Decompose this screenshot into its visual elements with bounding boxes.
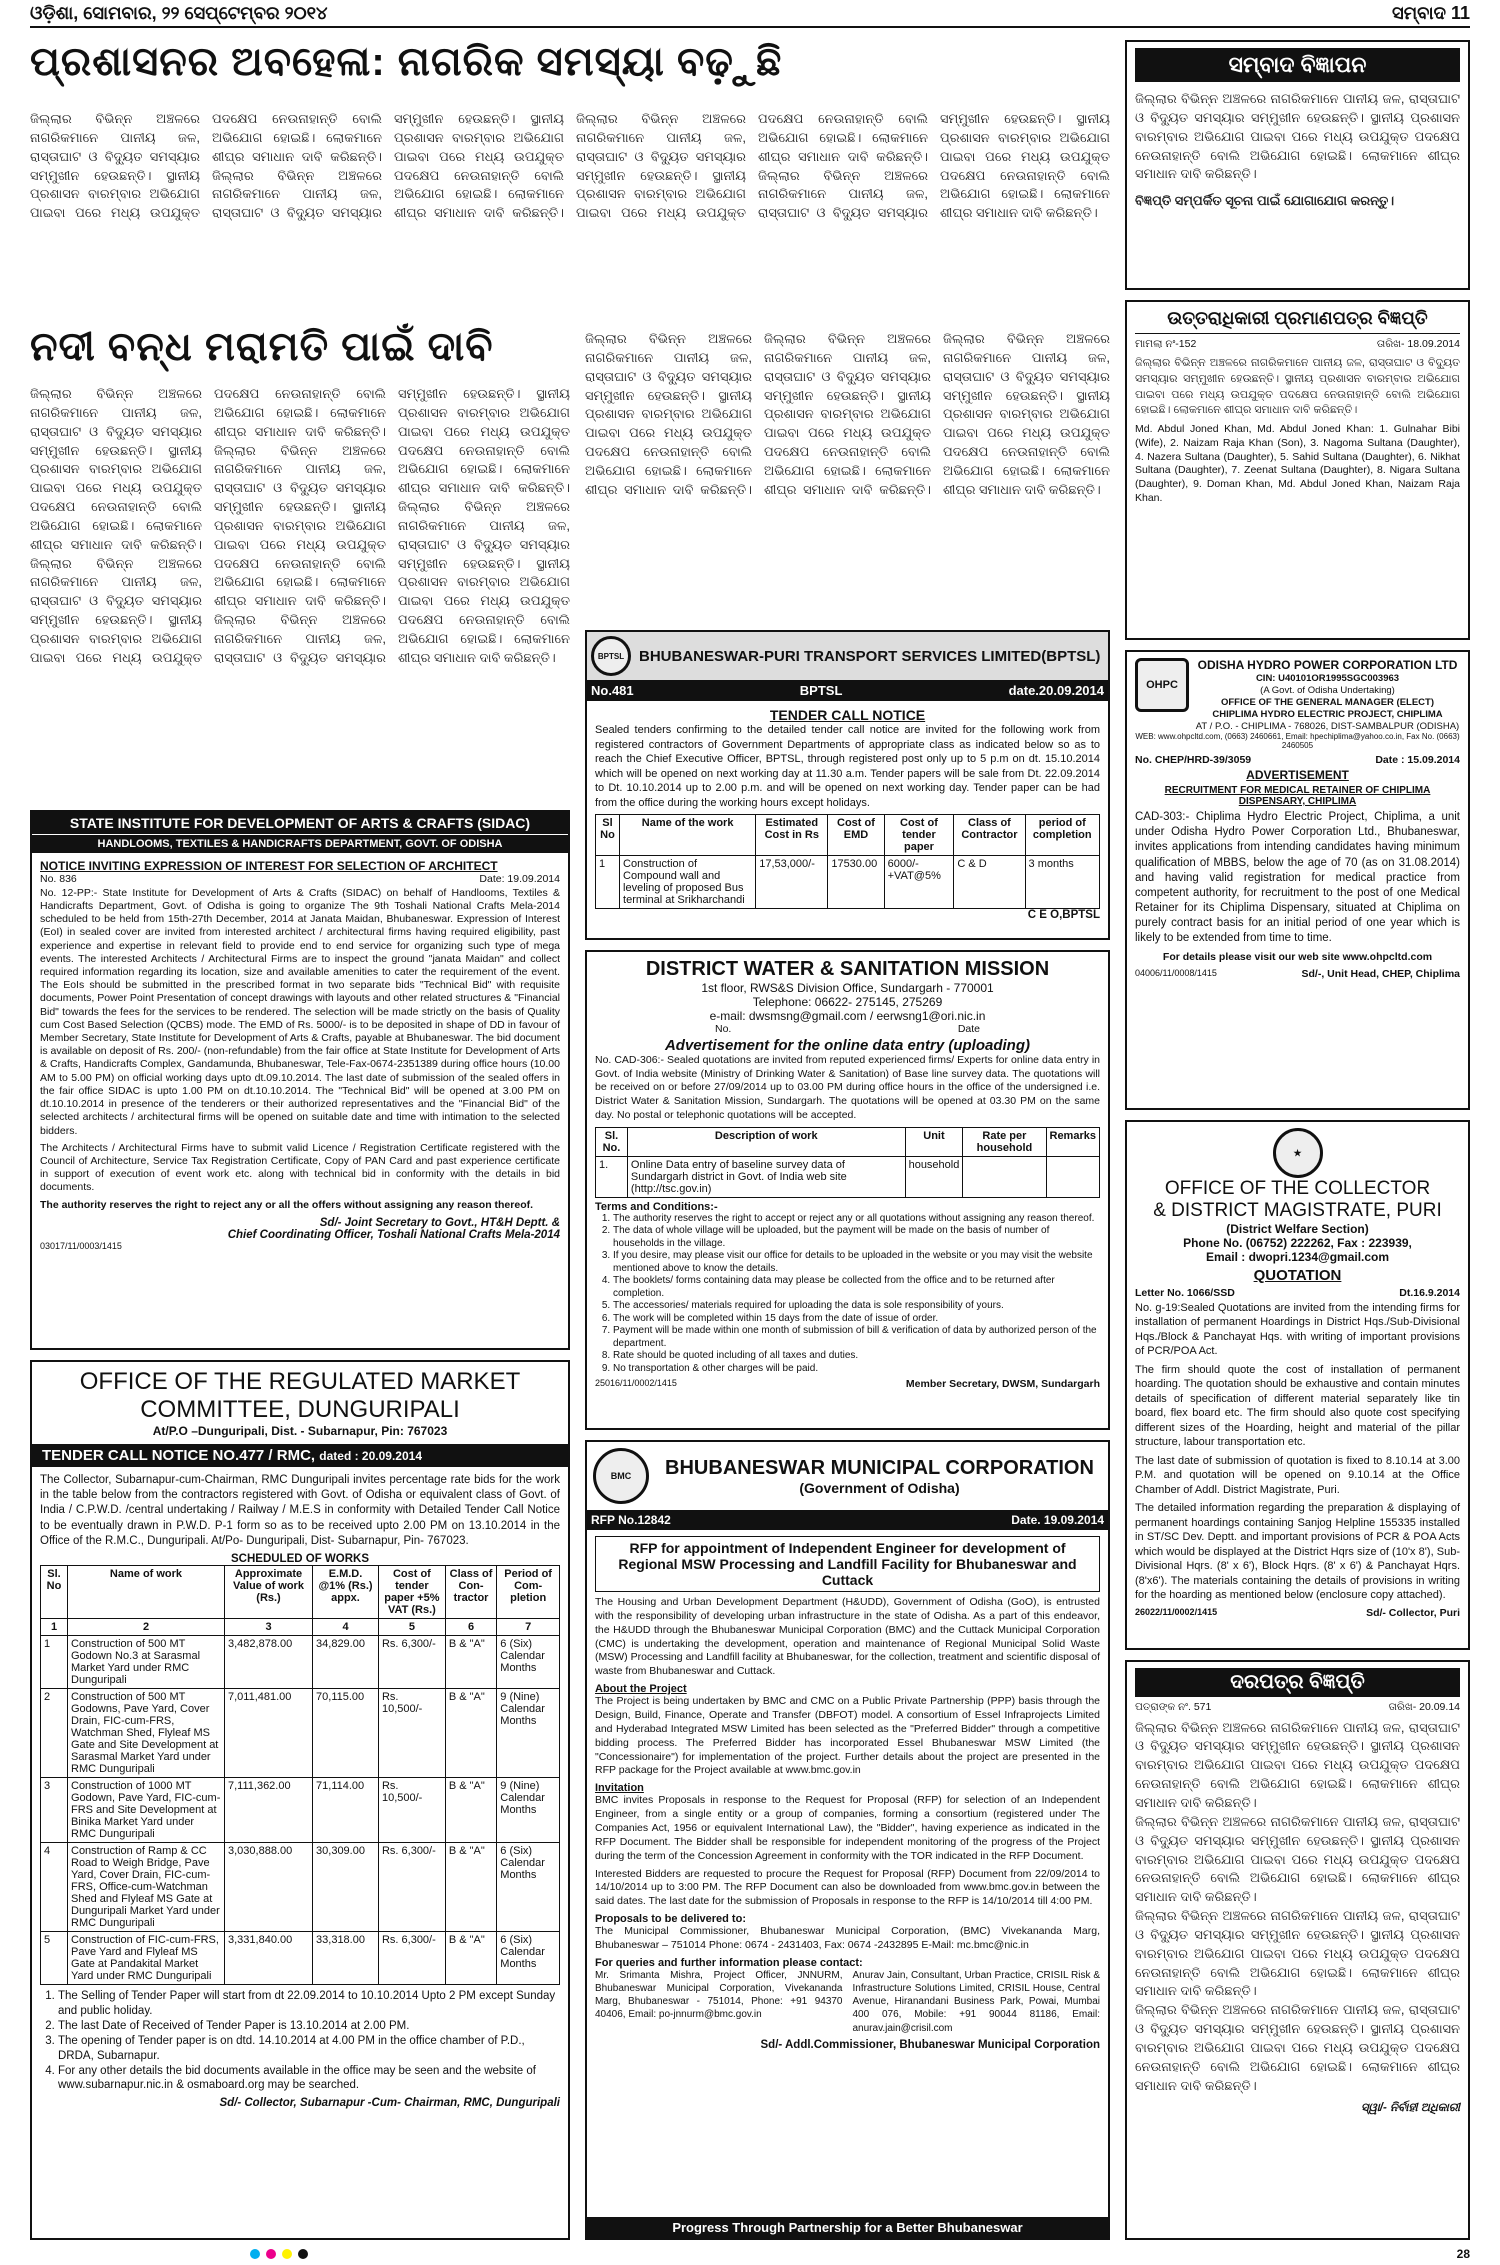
news-article-2: ଜିଲ୍ଲାର ବିଭିନ୍ନ ଅଞ୍ଚଳରେ ନାଗରିକମାନେ ପାନୀୟ ଜଳ, ରାସ୍ତାଘାଟ ଓ ବିଦ୍ୟୁତ ସମସ୍ୟାର ସମ୍ମୁଖୀନ ହେଉଛନ୍ତି। ସ୍ଥାନୀୟ ପ୍ରଶାସନ ବାରମ୍ବାର ଅଭିଯୋଗ ପାଇବା ପରେ ମଧ୍ୟ ଉପଯୁକ୍ତ ପଦକ୍ଷେପ ନେଉନାହାନ୍ତି ବୋଲି ଅଭିଯୋଗ ହୋଇଛି। ଲୋକମାନେ ଶୀଘ୍ର ସମାଧାନ ଦାବି କରିଛନ୍ତି। ଜିଲ୍ଲାର ବିଭିନ୍ନ ଅଞ୍ଚଳରେ ନାଗରିକମାନେ ପାନୀୟ ଜଳ, ରାସ୍ତାଘାଟ ଓ ବିଦ୍ୟୁତ ସମସ୍ୟାର ସମ୍ମୁଖୀନ ହେଉଛନ୍ତି। ସ୍ଥାନୀୟ ପ୍ରଶାସନ ବାରମ୍ବାର ଅଭିଯୋଗ ପାଇବା ପରେ ମଧ୍ୟ ଉପଯୁକ୍ତ ପଦକ୍ଷେପ ନେଉନାହାନ୍ତି ବୋଲି ଅଭିଯୋଗ ହୋଇଛି। ଲୋକମାନେ ଶୀଘ୍ର ସମାଧାନ ଦାବି କରିଛନ୍ତି। ଜିଲ୍ଲାର ବିଭିନ୍ନ ଅଞ୍ଚଳରେ ନାଗରିକମାନେ ପାନୀୟ ଜଳ, ରାସ୍ତାଘାଟ ଓ ବିଦ୍ୟୁତ ସମସ୍ୟାର ସମ୍ମୁଖୀନ ହେଉଛନ୍ତି। ସ୍ଥାନୀୟ ପ୍ରଶାସନ ବାରମ୍ବାର ଅଭିଯୋଗ ପାଇବା ପରେ ମଧ୍ୟ ଉପଯୁକ୍ତ ପଦକ୍ଷେପ ନେଉନାହାନ୍ତି ବୋଲି ଅଭିଯୋଗ ହୋଇଛି। ଲୋକମାନେ ଶୀଘ୍ର ସମାଧାନ ଦାବି କରିଛନ୍ତି। ଜିଲ୍ଲାର ବିଭିନ୍ନ ଅଞ୍ଚଳରେ ନାଗରିକମାନେ ପାନୀୟ ଜଳ, ରାସ୍ତାଘାଟ ଓ ବିଦ୍ୟୁତ ସମସ୍ୟାର ସମ୍ମୁଖୀନ ହେଉଛନ୍ତି। ସ୍ଥାନୀୟ ପ୍ରଶାସନ ବାରମ୍ବାର ଅଭିଯୋଗ ପାଇବା ପରେ ମଧ୍ୟ ଉପଯୁକ୍ତ ପଦକ୍ଷେପ ନେଉନାହାନ୍ତି ବୋଲି ଅଭିଯୋଗ ହୋଇଛି। ଲୋକମାନେ ଶୀଘ୍ର ସମାଧାନ ଦାବି କରିଛନ୍ତି। ଜିଲ୍ଲାର ବିଭିନ୍ନ ଅଞ୍ଚଳରେ ନାଗରିକମାନେ ପାନୀୟ ଜଳ, ରାସ୍ତାଘାଟ ଓ ବିଦ୍ୟୁତ ସମସ୍ୟାର ସମ୍ମୁଖୀନ ହେଉଛନ୍ତି। ସ୍ଥାନୀୟ ପ୍ରଶାସନ ବାରମ୍ବାର ଅଭିଯୋଗ ପାଇବା ପରେ ମଧ୍ୟ ଉପଯୁକ୍ତ ପଦକ୍ଷେପ ନେଉନାହାନ୍ତି ବୋଲି ଅଭିଯୋଗ ହୋଇଛି। ଲୋକମାନେ ଶୀଘ୍ର ସମାଧାନ ଦାବି କରିଛନ୍ତି। <box>30 386 570 665</box>
dwsm-table: Sl. No. Description of work Unit Rate per household Remarks 1. Online Data entry of baseline survey data of Sundargarh district in Govt. of India web site (http://tsc.gov.in) household <box>595 1127 1100 1198</box>
headline-1: ପ୍ରଶାସନର ଅବହେଳା: ନାଗରିକ ସମସ୍ୟା ବଢ଼ୁଛି <box>30 40 783 84</box>
news-article-3: ଜିଲ୍ଲାର ବିଭିନ୍ନ ଅଞ୍ଚଳରେ ନାଗରିକମାନେ ପାନୀୟ ଜଳ, ରାସ୍ତାଘାଟ ଓ ବିଦ୍ୟୁତ ସମସ୍ୟାର ସମ୍ମୁଖୀନ ହେଉଛନ୍ତି। ସ୍ଥାନୀୟ ପ୍ରଶାସନ ବାରମ୍ବାର ଅଭିଯୋଗ ପାଇବା ପରେ ମଧ୍ୟ ଉପଯୁକ୍ତ ପଦକ୍ଷେପ ନେଉନାହାନ୍ତି ବୋଲି ଅଭିଯୋଗ ହୋଇଛି। ଲୋକମାନେ ଶୀଘ୍ର ସମାଧାନ ଦାବି କରିଛନ୍ତି। ଜିଲ୍ଲାର ବିଭିନ୍ନ ଅଞ୍ଚଳରେ ନାଗରିକମାନେ ପାନୀୟ ଜଳ, ରାସ୍ତାଘାଟ ଓ ବିଦ୍ୟୁତ ସମସ୍ୟାର ସମ୍ମୁଖୀନ ହେଉଛନ୍ତି। ସ୍ଥାନୀୟ ପ୍ରଶାସନ ବାରମ୍ବାର ଅଭିଯୋଗ ପାଇବା ପରେ ମଧ୍ୟ ଉପଯୁକ୍ତ ପଦକ୍ଷେପ ନେଉନାହାନ୍ତି ବୋଲି ଅଭିଯୋଗ ହୋଇଛି। ଲୋକମାନେ ଶୀଘ୍ର ସମାଧାନ ଦାବି କରିଛନ୍ତି। ଜିଲ୍ଲାର ବିଭିନ୍ନ ଅଞ୍ଚଳରେ ନାଗରିକମାନେ ପାନୀୟ ଜଳ, ରାସ୍ତାଘାଟ ଓ ବିଦ୍ୟୁତ ସମସ୍ୟାର ସମ୍ମୁଖୀନ ହେଉଛନ୍ତି। ସ୍ଥାନୀୟ ପ୍ରଶାସନ ବାରମ୍ବାର ଅଭିଯୋଗ ପାଇବା ପରେ ମଧ୍ୟ ଉପଯୁକ୍ତ ପଦକ୍ଷେପ ନେଉନାହାନ୍ତି ବୋଲି ଅଭିଯୋଗ ହୋଇଛି। ଲୋକମାନେ ଶୀଘ୍ର ସମାଧାନ ଦାବି କରିଛନ୍ତି। <box>585 331 1110 497</box>
emblem-icon: ★ <box>1273 1128 1323 1178</box>
bptsl-table: Sl No Name of the work Estimated Cost in Rs Cost of EMD Cost of tender paper Class of Contractor period of completion 1 Construction of Compound wall and leveling of proposed Bus terminal at Srikharchandi 17,53,000/- 17530.00 6000/- +VAT@5% C & D 3 months <box>595 814 1100 909</box>
registration-mark <box>298 2249 308 2259</box>
odia-ad-title: ସମ୍ବାଦ ବିଜ୍ଞାପନ <box>1135 48 1460 82</box>
table-row: 4 Construction of Ramp & CC Road to Weigh Bridge, Pave Yard, Cover Drain, FIC-cum-FRS, Office-cum-Watchman Shed and Flyleaf MS Gate at Dunguripali Market Yard under RMC Dunguripali 3,030,888.00 30,309.00 Rs. 6,300/- B & "A" 6 (Six) Calendar Months <box>41 1842 560 1931</box>
registration-mark <box>266 2249 276 2259</box>
news-article-1: ଜିଲ୍ଲାର ବିଭିନ୍ନ ଅଞ୍ଚଳରେ ନାଗରିକମାନେ ପାନୀୟ ଜଳ, ରାସ୍ତାଘାଟ ଓ ବିଦ୍ୟୁତ ସମସ୍ୟାର ସମ୍ମୁଖୀନ ହେଉଛନ୍ତି। ସ୍ଥାନୀୟ ପ୍ରଶାସନ ବାରମ୍ବାର ଅଭିଯୋଗ ପାଇବା ପରେ ମଧ୍ୟ ଉପଯୁକ୍ତ ପଦକ୍ଷେପ ନେଉନାହାନ୍ତି ବୋଲି ଅଭିଯୋଗ ହୋଇଛି। ଲୋକମାନେ ଶୀଘ୍ର ସମାଧାନ ଦାବି କରିଛନ୍ତି। ଜିଲ୍ଲାର ବିଭିନ୍ନ ଅଞ୍ଚଳରେ ନାଗରିକମାନେ ପାନୀୟ ଜଳ, ରାସ୍ତାଘାଟ ଓ ବିଦ୍ୟୁତ ସମସ୍ୟାର ସମ୍ମୁଖୀନ ହେଉଛନ୍ତି। ସ୍ଥାନୀୟ ପ୍ରଶାସନ ବାରମ୍ବାର ଅଭିଯୋଗ ପାଇବା ପରେ ମଧ୍ୟ ଉପଯୁକ୍ତ ପଦକ୍ଷେପ ନେଉନାହାନ୍ତି ବୋଲି ଅଭିଯୋଗ ହୋଇଛି। ଲୋକମାନେ ଶୀଘ୍ର ସମାଧାନ ଦାବି କରିଛନ୍ତି। ଜିଲ୍ଲାର ବିଭିନ୍ନ ଅଞ୍ଚଳରେ ନାଗରିକମାନେ ପାନୀୟ ଜଳ, ରାସ୍ତାଘାଟ ଓ ବିଦ୍ୟୁତ ସମସ୍ୟାର ସମ୍ମୁଖୀନ ହେଉଛନ୍ତି। ସ୍ଥାନୀୟ ପ୍ରଶାସନ ବାରମ୍ବାର ଅଭିଯୋଗ ପାଇବା ପରେ ମଧ୍ୟ ଉପଯୁକ୍ତ ପଦକ୍ଷେପ ନେଉନାହାନ୍ତି ବୋଲି ଅଭିଯୋଗ ହୋଇଛି। ଲୋକମାନେ ଶୀଘ୍ର ସମାଧାନ ଦାବି କରିଛନ୍ତି। ଜିଲ୍ଲାର ବିଭିନ୍ନ ଅଞ୍ଚଳରେ ନାଗରିକମାନେ ପାନୀୟ ଜଳ, ରାସ୍ତାଘାଟ ଓ ବିଦ୍ୟୁତ ସମସ୍ୟାର ସମ୍ମୁଖୀନ ହେଉଛନ୍ତି। ସ୍ଥାନୀୟ ପ୍ରଶାସନ ବାରମ୍ବାର ଅଭିଯୋଗ ପାଇବା ପରେ ମଧ୍ୟ ଉପଯୁକ୍ତ ପଦକ୍ଷେପ ନେଉନାହାନ୍ତି ବୋଲି ଅଭିଯୋଗ ହୋଇଛି। ଲୋକମାନେ ଶୀଘ୍ର ସମାଧାନ ଦାବି କରିଛନ୍ତି। <box>30 111 1110 221</box>
rmc-notes-list: 1. The Selling of Tender Paper will start from dt 22.09.2014 to 10.10.2014 Upto 2 PM except Sunday and public holiday. 2. The last Date of Received of Tender Paper is 13.10.2014 at 2.00 PM. 3. The opening of Tender paper is on dtd. 14.10.2014 at 4.00 PM in the office chamber of P.D., DRDA, Subarnapur. 4. For any other details the bid documents available in the office may be seen and the website of www.subarnapur.nic.in & osmaboard.org may be searched. <box>40 1989 560 2094</box>
registration-mark <box>250 2249 260 2259</box>
page-header <box>30 0 1470 28</box>
odia-tender-notice: ଦରପତ୍ର ବିଜ୍ଞପ୍ତି ପତ୍ରାଙ୍କ ନଂ. 571 ତାରିଖ- 20.09.14 ଜିଲ୍ଲାର ବିଭିନ୍ନ ଅଞ୍ଚଳରେ ନାଗରିକମାନେ ପାନୀୟ ଜଳ, ରାସ୍ତାଘାଟ ଓ ବିଦ୍ୟୁତ ସମସ୍ୟାର ସମ୍ମୁଖୀନ ହେଉଛନ୍ତି। ସ୍ଥାନୀୟ ପ୍ରଶାସନ ବାରମ୍ବାର ଅଭିଯୋଗ ପାଇବା ପରେ ମଧ୍ୟ ଉପଯୁକ୍ତ ପଦକ୍ଷେପ ନେଉନାହାନ୍ତି ବୋଲି ଅଭିଯୋଗ ହୋଇଛି। ଲୋକମାନେ ଶୀଘ୍ର ସମାଧାନ ଦାବି କରିଛନ୍ତି। ଜିଲ୍ଲାର ବିଭିନ୍ନ ଅଞ୍ଚଳରେ ନାଗରିକମାନେ ପାନୀୟ ଜଳ, ରାସ୍ତାଘାଟ ଓ ବିଦ୍ୟୁତ ସମସ୍ୟାର ସମ୍ମୁଖୀନ ହେଉଛନ୍ତି। ସ୍ଥାନୀୟ ପ୍ରଶାସନ ବାରମ୍ବାର ଅଭିଯୋଗ ପାଇବା ପରେ ମଧ୍ୟ ଉପଯୁକ୍ତ ପଦକ୍ଷେପ ନେଉନାହାନ୍ତି ବୋଲି ଅଭିଯୋଗ ହୋଇଛି। ଲୋକମାନେ ଶୀଘ୍ର ସମାଧାନ ଦାବି କରିଛନ୍ତି। ଜିଲ୍ଲାର ବିଭିନ୍ନ ଅଞ୍ଚଳରେ ନାଗରିକମାନେ ପାନୀୟ ଜଳ, ରାସ୍ତାଘାଟ ଓ ବିଦ୍ୟୁତ ସମସ୍ୟାର ସମ୍ମୁଖୀନ ହେଉଛନ୍ତି। ସ୍ଥାନୀୟ ପ୍ରଶାସନ ବାରମ୍ବାର ଅଭିଯୋଗ ପାଇବା ପରେ ମଧ୍ୟ ଉପଯୁକ୍ତ ପଦକ୍ଷେପ ନେଉନାହାନ୍ତି ବୋଲି ଅଭିଯୋଗ ହୋଇଛି। ଲୋକମାନେ ଶୀଘ୍ର ସମାଧାନ ଦାବି କରିଛନ୍ତି। ଜିଲ୍ଲାର ବିଭିନ୍ନ ଅଞ୍ଚଳରେ ନାଗରିକମାନେ ପାନୀୟ ଜଳ, ରାସ୍ତାଘାଟ ଓ ବିଦ୍ୟୁତ ସମସ୍ୟାର ସମ୍ମୁଖୀନ ହେଉଛନ୍ତି। ସ୍ଥାନୀୟ ପ୍ରଶାସନ ବାରମ୍ବାର ଅଭିଯୋଗ ପାଇବା ପରେ ମଧ୍ୟ ଉପଯୁକ୍ତ ପଦକ୍ଷେପ ନେଉନାହାନ୍ତି ବୋଲି ଅଭିଯୋଗ ହୋଇଛି। ଲୋକମାନେ ଶୀଘ୍ର ସମାଧାନ ଦାବି କରିଛନ୍ତି। ସ୍ୱା/- ନିର୍ବାହୀ ଅଧିକାରୀ <box>1125 1660 1470 2240</box>
bmc-logo-icon: BMC <box>593 1448 649 1504</box>
succession-notice: ଉତ୍ତରାଧିକାରୀ ପ୍ରମାଣପତ୍ର ବିଜ୍ଞପ୍ତି ମାମଲା ନଂ-152 ତାରିଖ- 18.09.2014 ଜିଲ୍ଲାର ବିଭିନ୍ନ ଅଞ୍ଚଳରେ ନାଗରିକମାନେ ପାନୀୟ ଜଳ, ରାସ୍ତାଘାଟ ଓ ବିଦ୍ୟୁତ ସମସ୍ୟାର ସମ୍ମୁଖୀନ ହେଉଛନ୍ତି। ସ୍ଥାନୀୟ ପ୍ରଶାସନ ବାରମ୍ବାର ଅଭିଯୋଗ ପାଇବା ପରେ ମଧ୍ୟ ଉପଯୁକ୍ତ ପଦକ୍ଷେପ ନେଉନାହାନ୍ତି ବୋଲି ଅଭିଯୋଗ ହୋଇଛି। ଲୋକମାନେ ଶୀଘ୍ର ସମାଧାନ ଦାବି କରିଛନ୍ତି। Md. Abdul Joned Khan, Md. Abdul Joned Khan: 1. Gulnahar Bibi (Wife), 2. Naizam Raja Khan (Son), 3. Nagoma Sultana (Daughter), 4. Nazera Sultana (Daughter), 5. Sahid Sultana (Daughter), 6. Nikhat Sultana (Daughter), 7. Zeenat Sultana (Daughter), 8. Nigara Sultana (Daughter), 9. Doman Khan, Md. Abdul Joned Khan, Naizam Raja Khan. <box>1125 300 1470 640</box>
bptsl-logo-icon: BPTSL <box>591 636 631 676</box>
table-row: 5 Construction of FIC-cum-FRS, Pave Yard and Flyleaf MS Gate at Pandakital Market Yard under RMC Dunguripali 3,331,840.00 33,318.00 Rs. 6,300/- B & "A" 6 (Six) Calendar Months <box>41 1931 560 1984</box>
dwsm-terms-list: 1. The authority reserves the right to accept or reject any or all quotations without assigning any reason thereof. 2. The data of whole village will be uploaded, but the payment will be made on the basis of number of households in the village. 3. If you desire, may please visit our office for details to be uploaded in the website or you may visit the website mentioned above to know the details. 4. The booklets/ forms containing data may please be collected from the office and to be returned after completion. 5. The accessories/ materials required for uploading the data is sole responsibility of yours. 6. The work will be completed within 15 days from the date of issue of order. 7. Payment will be made within one month of submission of bill & verification of data by authorized person of the department. 8. Rate should be quoted including of all taxes and duties. 9. No transportation & other charges will be paid. <box>595 1213 1100 1376</box>
page-number: 11 <box>1450 2 1470 23</box>
rmc-works-table: Sl. No Name of work Approximate Value of work (Rs.) E.M.D. @1% (Rs.) appx. Cost of tender paper +5% VAT (Rs.) Class of Con-tractor Period of Com-pletion 1 2 3 4 5 6 7 1 Construction of 500 MT Godown No.3 at Sarasmal Market Yard under RMC Dunguripali 3,482,878.00 34,829.00 Rs. 6,300/- B & "A" 6 (Six) Calendar Months 2 Construction of 500 MT Godowns, Pave Yard, Cover Drain, FIC-cum-FRS, Watchman Shed, Flyleaf MS Gate and Site Development at Sarasmal Market Yard under RMC Dunguripali 7,011,481.00 70,115.00 Rs. 10,500/- B & "A" 9 (Nine) Calendar Months 3 Construction of 1000 MT Godown, Pave Yard, FIC-cum-FRS and Site Development at Binika Market Yard under RMC Dunguripali 7,111,362.00 71,114.00 Rs. 10,500/- B & "A" 9 (Nine) Calendar Months 4 Construction of Ramp & CC Road to Weigh Bridge, Pave Yard, Cover Drain, FIC-cum-FRS, Office-cum-Watchman Shed and Flyleaf MS Gate at Dunguripali Market Yard under RMC Dunguripali 3,030,888.00 30,309.00 Rs. 6,300/- B & "A" 6 (Six) Calendar Months 5 Construction of FIC-cum-FRS, Pave Yard and Flyleaf MS Gate at Pandakital Market Yard under RMC Dunguripali 3,331,840.00 33,318.00 Rs. 6,300/- B & "A" 6 (Six) Calendar Months <box>40 1565 560 1985</box>
bptsl-tender-notice: BPTSL BHUBANESWAR-PURI TRANSPORT SERVICES LIMITED(BPTSL) No.481 BPTSL date.20.09.2014 TENDER CALL NOTICE Sealed tenders confirming to the detailed tender call notice are invited for the following work from registered contractors of Government Departments of appropriate class as indicated below so as to reach the Chief Executive Officer, BPTSL, through registered post only up to 5 p.m on dt. 15.10.2014 which will be opened on next working day at 11.30 a.m. Tender papers will be sale from Dt. 22.09.2014 to Dt. 10.10.2014 up to 2.00 p.m. and will be opened on next working day. Tender paper can be had from the office during the working hours except holidays. Sl No Name of the work Estimated Cost in Rs Cost of EMD Cost of tender paper Class of Contractor period of completion 1 Construction of Compound wall and leveling of proposed Bus terminal at Srikharchandi 17,53,000/- 17530.00 6000/- +VAT@5% C & D 3 months C E O,BPTSL <box>585 630 1110 940</box>
registration-mark <box>282 2249 292 2259</box>
table-row: 1. Online Data entry of baseline survey data of Sundargarh district in Govt. of India web site (http://tsc.gov.in) household <box>596 1156 1100 1197</box>
ohpc-advertisement: OHPC ODISHA HYDRO POWER CORPORATION LTD CIN: U40101OR1995SGC003963 (A Govt. of Odisha Undertaking) OFFICE OF THE GENERAL MANAGER (ELECT) CHIPLIMA HYDRO ELECTRIC PROJECT, CHIPLIMA AT / P.O. - CHIPLIMA - 768026, DIST-SAMBALPUR (ODISHA) WEB: www.ohpcltd.com, (0663) 2460661, Email: hpechiplima@yahoo.co.in, Fax No. (0663) 2460505 No. CHEP/HRD-39/3059 Date : 15.09.2014 ADVERTISEMENT RECRUITMENT FOR MEDICAL RETAINER OF CHIPLIMA DISPENSARY, CHIPLIMA CAD-303:- Chiplima Hydro Electric Project, Chiplima, a unit under Odisha Hydro Power Corporation Ltd., Bhubaneswar, invites applications from intending candidates having minimum qualification of MBBS, below the age of 70 (as on 31.08.2014) and having valid registration for medical practice from competent authority, for recruitment to the post of one Medical Retainer for its Chiplima Dispensary, situated at Chiplima on purely contract basis for an initial period of one year which is likely to be extended from time to time. For details please visit our web site www.ohpcltd.com 04006/11/0008/1415 Sd/-, Unit Head, CHEP, Chiplima <box>1125 650 1470 1110</box>
odia-ad-box: ସମ୍ବାଦ ବିଜ୍ଞାପନ ଜିଲ୍ଲାର ବିଭିନ୍ନ ଅଞ୍ଚଳରେ ନାଗରିକମାନେ ପାନୀୟ ଜଳ, ରାସ୍ତାଘାଟ ଓ ବିଦ୍ୟୁତ ସମସ୍ୟାର ସମ୍ମୁଖୀନ ହେଉଛନ୍ତି। ସ୍ଥାନୀୟ ପ୍ରଶାସନ ବାରମ୍ବାର ଅଭିଯୋଗ ପାଇବା ପରେ ମଧ୍ୟ ଉପଯୁକ୍ତ ପଦକ୍ଷେପ ନେଉନାହାନ୍ତି ବୋଲି ଅଭିଯୋଗ ହୋଇଛି। ଲୋକମାନେ ଶୀଘ୍ର ସମାଧାନ ଦାବି କରିଛନ୍ତି। ବିଜ୍ଞପ୍ତି ସମ୍ପର୍କିତ ସୂଚନା ପାଇଁ ଯୋଗାଯୋଗ କରନ୍ତୁ। <box>1125 40 1470 290</box>
header-date: ଓଡ଼ିଶା, ସୋମବାର, ୨୨ ସେପ୍ଟେମ୍ବର ୨୦୧୪ <box>30 2 328 23</box>
collector-puri-quotation: ★ OFFICE OF THE COLLECTOR & DISTRICT MAGISTRATE, PURI (District Welfare Section) Phone No. (06752) 222262, Fax : 223939, Email : dwopri.1234@gmail.com QUOTATION Letter No. 1066/SSD Dt.16.9.2014 No. g-19:Sealed Quotations are invited from the intending firms for installation of permanent Hoardings in District Hqs./Sub-Divisional Hqs./Block & Panchayat Hqs. with writing of important provisions of PCR/POA Act. The firm should quote the cost of installation of permanent hoarding. The quotation should be exhaustive and contain minutes details of specification of different material separately like tin board, flex board etc. The firm should also quote cost specifying different sizes of the Hoarding, height and material of the pillar structure, labour transportation etc. The last date of submission of quotation is fixed to 8.10.14 at 3.00 P.M. and quotation will be opened on 9.10.14 at the Office Chamber of Addl. District Magistrate, Puri. The detailed information regarding the preparation & displaying of permanent hoardings containing Sanjog Helpline 155335 installed in ST/SC Dev. Deptt. and important provisions of PCR & POA Acts which would be displayed at the District Hqrs size of (10'x 8'), Sub-Divisional Hqrs. (8' x 6'), Block Hqrs. (8' x 6') & Panchayat Hqrs. (8'x6'). The materials containing the details of provisions in writing for the hoarding as mentioned below (enclosure copy attached). 26022/11/0002/1415 Sd/- Collector, Puri <box>1125 1120 1470 1650</box>
bmc-rfp-notice: BMC BHUBANESWAR MUNICIPAL CORPORATION (Government of Odisha) RFP No.12842 Date. 19.09.2014 RFP for appointment of Independent Engineer for development of Regional MSW Processing and Landfill Facility for Bhubaneswar and Cuttack The Housing and Urban Development Department (H&UDD), Government of Odisha (GoO), is entrusted with the responsibility of developing urban infrastructure in the state of Odisha. As a part of this endeavor, the H&UDD through the Bhubaneswar Municipal Corporation (BMC) and the Cuttack Municipal Corporation (CMC) is undertaking the development, operation and maintenance of Regional Municipal Solid Waste (MSW) Processing and Landfill facility at Bhubaneswar, for the collection, treatment and scientific disposal of waste from Bhubaneswar and Cuttack. About the Project The Project is being undertaken by BMC and CMC on a Public Private Partnership (PPP) basis through the Design, Build, Finance, Operate and Transfer (DBFOT) model. A consortium of Essel Infraprojects Limited and Hyderabad Integrated MSW Limited has been selected as the "Preferred Bidder" through a competitive bidding process. The Preferred Bidder has incorporated Essel Bhubaneswar MSW Limited (the "Concessionaire") for implementation of the project. Further details about the project are presented in the RFP package for the Project available at www.bmc.gov.in Invitation BMC invites Proposals in response to the Request for Proposal (RFP) for selection of an Independent Engineer, from a single entity or a group of companies, forming a consortium (registered under The Companies Act, 1956 or equivalent International Law), the "Bidder", having experience as indicated in the RFP Document. The Bidder shall be responsible for independent monitoring of the progress of the Project during the term of the Concession Agreement in conformity with the TOR indicated in the RFP Document. Interested Bidders are requested to procure the Request for Proposal (RFP) Document from 22/09/2014 to 14/10/2014 up to 3:00 PM. The RFP Document can also be downloaded from www.bmc.gov.in between the said dates. The last date for the submission of Proposals in response to the RFP is 14/10/2014 till 4:00 PM. Proposals to be delivered to: The Municipal Commissioner, Bhubaneswar Municipal Corporation, (BMC) Vivekananda Marg, Bhubaneswar – 751014 Phone: 0674 - 2431403, Fax: 0674 -2432895 E-Mail: mc.bmc@nic.in For queries and further information please contact: Mr. Srimanta Mishra, Project Officer, JNNURM, Bhubaneswar Municipal Corporation, Vivekananda Marg, Bhubaneswar - 751014, Phone: +91 94370 40406, Email: po-jnnurm@bmc.gov.in Anurav Jain, Consultant, Urban Practice, CRISIL Risk & Infrastructure Solutions Limited, CRISIL House, Central Avenue, Hiranandani Business Park, Powai, Mumbai 400 076, Mobile: +91 90044 81186, Email: anurav.jain@crisil.com Sd/- Addl.Commissioner, Bhubaneswar Municipal Corporation Progress Through Partnership for a Better Bhubaneswar <box>585 1440 1110 2240</box>
dwsm-notice: DISTRICT WATER & SANITATION MISSION 1st floor, RWS&S Division Office, Sundargarh - 770001 Telephone: 06622- 275145, 275269 e-mail: dwsmsng@gmail.com / eerwsng1@ori.nic.in No. Date Advertisement for the online data entry (uploading) No. CAD-306:- Sealed quotations are invited from reputed experienced firms/ Experts for online data entry in Govt. of India website (Ministry of Drinking Water & Sanitation) of Base line survey data. The quotations will be received on or before 27/09/2014 up to 03.00 PM during office hours in the office of the undersigned i.e. District Water & Sanitation Mission, Sundargarh. The quotations will be opened at 03.30 PM on the same day. No postal or telephonic quotations will be accepted. Sl. No. Description of work Unit Rate per household Remarks 1. Online Data entry of baseline survey data of Sundargarh district in Govt. of India web site (http://tsc.gov.in) household Terms and Conditions:- 1. The authority reserves the right to accept or reject any or all quotations without assigning any reason thereof. 2. The data of whole village will be uploaded, but the payment will be made on the basis of number of households in the village. 3. If you desire, may please visit our office for details to be uploaded in the website or you may visit the website mentioned above to know the details. 4. The booklets/ forms containing data may please be collected from the office and to be returned after completion. 5. The accessories/ materials required for uploading the data is sole responsibility of yours. 6. The work will be completed within 15 days from the date of issue of order. 7. Payment will be made within one month of submission of bill & verification of data by authorized person of the department. 8. Rate should be quoted including of all taxes and duties. 9. No transportation & other charges will be paid. 25016/11/0002/1415 Member Secretary, DWSM, Sundargarh <box>585 950 1110 1430</box>
headline-1-block <box>30 40 1110 100</box>
headline-2-block <box>30 325 570 370</box>
table-row: 1 Construction of 500 MT Godown No.3 at Sarasmal Market Yard under RMC Dunguripali 3,482,878.00 34,829.00 Rs. 6,300/- B & "A" 6 (Six) Calendar Months <box>41 1635 560 1688</box>
sidac-notice: STATE INSTITUTE FOR DEVELOPMENT OF ARTS & CRAFTS (SIDAC) HANDLOOMS, TEXTILES & HANDICRAFTS DEPARTMENT, GOVT. OF ODISHA NOTICE INVITING EXPRESSION OF INTEREST FOR SELECTION OF ARCHITECT No. 836 Date: 19.09.2014 No. 12-PP:- State Institute for Development of Arts & Crafts (SIDAC) on behalf of Handlooms, Textiles & Handicrafts Department, Govt. of Odisha is going to organize The 9th Toshali National Crafts Mela-2014 scheduled to be held from 15th-27th December, 2014 at Janata Maidan, Bhubaneswar. Expression of Interest (EoI) in sealed cover are invited from interested architect / architectural firms having required eligibility, past experience and expertise in relevant field to provide end to end service for organizing such type of mega events. The interested Architects / Architectural Firms are to inspect the ground "janata Maidan" and collect required information regarding its location, size and available amenities to cater the requirement of the event. The EoIs should be submitted in the prescribed format in two separate bids "Technical Bid" with requisite documents, Power Point Presentation of concept drawings with layouts and other related structures & "Financial Bid" towards the fees for the services to be rendered. The selection will be made strictly on the basis of Quality cum Cost Based Selection (QCBS) mode. The EMD of Rs. 5000/- is to be deposited in shape of DD in favour of Member Secretary, State Institute for Development of Arts & Crafts, payable at Bhubaneswar. The bid document is available on deposit of Rs. 200/- (non-refundable) from the fair office at State Institute for Development of Arts & Crafts, Handicrafts Complex, Gandamunda, Bhubaneswar, Tele-Fax-0674-2351389 during office hours (10.00 AM to 5.00 PM) on official working days upto dt.09.10.2014. The last date of submission of the sealed offers in the fair office SIDAC is upto 1.00 PM on dt.10.10.2014. The "Technical Bid" will be opened at 3.00 PM on dt.10.10.2014 in presence of the tenderers or their authorized representatives and the "Financial Bid" of the selected architects / architectural firms will be opened on suitable date and time with intimation to the selected bidders. The Architects / Architectural Firms have to submit valid Licence / Registration Certificate registered with the Council of Architecture, Service Tax Registration Certificate, Copy of PAN Card and past experience certificate in support of execution of event work etc. along with technical bid in conformity with the details in bid documents. The authority reserves the right to reject any or all the offers without assigning any reason thereof. Sd/- Joint Secretary to Govt., HT&H Deptt. & Chief Coordinating Officer, Toshali National Crafts Mela-2014 03017/11/0003/1415 <box>30 810 570 1350</box>
table-row: 2 Construction of 500 MT Godowns, Pave Yard, Cover Drain, FIC-cum-FRS, Watchman Shed, Flyleaf MS Gate and Site Development at Sarasmal Market Yard under RMC Dunguripali 7,011,481.00 70,115.00 Rs. 10,500/- B & "A" 9 (Nine) Calendar Months <box>41 1688 560 1777</box>
rmc-tender-notice: OFFICE OF THE REGULATED MARKET COMMITTEE, DUNGURIPALI At/P.O –Dunguripali, Dist. - Subarnapur, Pin: 767023 TENDER CALL NOTICE NO.477 / RMC, dated : 20.09.2014 The Collector, Subarnapur-cum-Chairman, RMC Dunguripali invites percentage rate bids for the work in the table below from the contractors registered with Govt. of Odisha or equivalent class of Govt. of India / C.P.W.D. /central undertaking / Railway / M.E.S in conformity with Detailed Tender Call Notice to be eventually drawn in P.W.D. P-1 form so as to be received upto 2.00 PM on 13.10.2014 in the Office of the R.M.C., Dunguripali. At/Po- Dunguripali, Dist- Subarnapur, Pin- 767023. SCHEDULED OF WORKS Sl. No Name of work Approximate Value of work (Rs.) E.M.D. @1% (Rs.) appx. Cost of tender paper +5% VAT (Rs.) Class of Con-tractor Period of Com-pletion 1 2 3 4 5 6 7 1 Construction of 500 MT Godown No.3 at Sarasmal Market Yard under RMC Dunguripali 3,482,878.00 34,829.00 Rs. 6,300/- B & "A" 6 (Six) Calendar Months 2 Construction of 500 MT Godowns, Pave Yard, Cover Drain, FIC-cum-FRS, Watchman Shed, Flyleaf MS Gate and Site Development at Sarasmal Market Yard under RMC Dunguripali 7,011,481.00 70,115.00 Rs. 10,500/- B & "A" 9 (Nine) Calendar Months 3 Construction of 1000 MT Godown, Pave Yard, FIC-cum-FRS and Site Development at Binika Market Yard under RMC Dunguripali 7,111,362.00 71,114.00 Rs. 10,500/- B & "A" 9 (Nine) Calendar Months 4 Construction of Ramp & CC Road to Weigh Bridge, Pave Yard, Cover Drain, FIC-cum-FRS, Office-cum-Watchman Shed and Flyleaf MS Gate at Dunguripali Market Yard under RMC Dunguripali 3,030,888.00 30,309.00 Rs. 6,300/- B & "A" 6 (Six) Calendar Months 5 Construction of FIC-cum-FRS, Pave Yard and Flyleaf MS Gate at Pandakital Market Yard under RMC Dunguripali 3,331,840.00 33,318.00 Rs. 6,300/- B & "A" 6 (Six) Calendar Months 1. The Selling of Tender Paper will start from dt 22.09.2014 to 10.10.2014 Upto 2 PM except Sunday and public holiday. 2. The last Date of Received of Tender Paper is 13.10.2014 at 2.00 PM. 3. The opening of Tender paper is on dtd. 14.10.2014 at 4.00 PM in the office chamber of P.D., DRDA, Subarnapur. 4. For any other details the bid documents available in the office may be seen and the website of www.subarnapur.nic.in & osmaboard.org may be searched. Sd/- Collector, Subarnapur -Cum- Chairman, RMC, Dunguripali <box>30 1360 570 2240</box>
header-masthead: ସମ୍ବାଦ 11 <box>1391 2 1470 23</box>
footer-page-number: 28 <box>1456 2247 1470 2261</box>
ohpc-logo-icon: OHPC <box>1135 658 1189 712</box>
headline-2: ନଦୀ ବନ୍ଧ ମରାମତି ପାଇଁ ଦାବି <box>30 325 494 369</box>
table-row: 1 Construction of Compound wall and leveling of proposed Bus terminal at Srikharchandi 17,53,000/- 17530.00 6000/- +VAT@5% C & D 3 months <box>596 856 1100 909</box>
table-row: 3 Construction of 1000 MT Godown, Pave Yard, FIC-cum-FRS and Site Development at Binika Market Yard under RMC Dunguripali 7,111,362.00 71,114.00 Rs. 10,500/- B & "A" 9 (Nine) Calendar Months <box>41 1777 560 1842</box>
